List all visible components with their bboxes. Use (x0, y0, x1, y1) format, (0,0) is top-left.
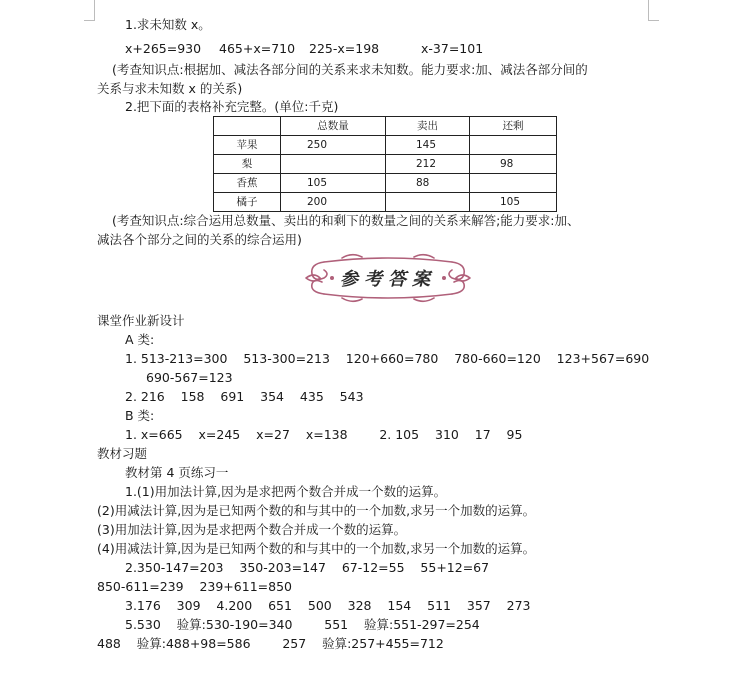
table-cell: 145 (386, 136, 470, 155)
textbook-answer-7: 3.176 309 4.200 651 500 328 154 511 357 273 (125, 598, 531, 613)
textbook-answer-1: 1.(1)用加法计算,因为是求把两个数合并成一个数的运算。 (125, 484, 447, 499)
table-header-corner (214, 117, 281, 136)
table-cell: 212 (386, 155, 470, 174)
table-header-row (214, 117, 557, 136)
textbook-answer-9: 488 验算:488+98=586 257 验算:257+455=712 (97, 636, 444, 651)
answer-a1-continued: 690-567=123 (146, 370, 233, 385)
table-cell: 250 (281, 136, 386, 155)
table-cell: 105 (281, 174, 386, 193)
answer-a2: 2. 216 158 691 354 435 543 (125, 389, 364, 404)
textbook-answer-5: 2.350-147=203 350-203=147 67-12=55 55+12=67 (125, 560, 490, 575)
q1-eq-1: x+265=930 (125, 41, 202, 56)
q1-note-line2: 关系与求未知数 x 的关系) (97, 81, 243, 96)
crop-mark-top-left (84, 0, 95, 21)
table-cell: 88 (386, 174, 470, 193)
table-cell (470, 174, 557, 193)
table-row-label: 香蕉 (214, 174, 281, 193)
crop-mark-top-right (648, 0, 659, 21)
table-cell (281, 155, 386, 174)
textbook-page-title: 教材第 4 页练习一 (125, 465, 229, 480)
q1-title: 1.求未知数 x。 (125, 17, 211, 32)
table-cell: 200 (281, 193, 386, 212)
table-header-total: 总数量 (281, 117, 386, 136)
type-b-label: B 类: (125, 408, 155, 423)
q1-eq-4: x-37=101 (421, 41, 484, 56)
table-cell: 98 (470, 155, 557, 174)
q1-eq-3: 225-x=198 (309, 41, 380, 56)
answer-key-title: 参考答案 (340, 269, 436, 290)
q2-title: 2.把下面的表格补充完整。(单位:千克) (125, 99, 339, 114)
textbook-answer-4: (4)用减法计算,因为是已知两个数的和与其中的一个加数,求另一个加数的运算。 (97, 541, 536, 556)
table-header-remaining: 还剩 (470, 117, 557, 136)
textbook-answer-2: (2)用减法计算,因为是已知两个数的和与其中的一个加数,求另一个加数的运算。 (97, 503, 536, 518)
table-row (214, 174, 557, 193)
table-row-label: 橘子 (214, 193, 281, 212)
table-row (214, 136, 557, 155)
table-cell (386, 193, 470, 212)
textbook-answer-6: 850-611=239 239+611=850 (97, 579, 292, 594)
answer-key-banner (302, 252, 474, 304)
q2-note-line1: (考查知识点:综合运用总数量、卖出的和剩下的数量之间的关系来解答;能力要求:加、 (112, 213, 580, 228)
table-header-sold: 卖出 (386, 117, 470, 136)
answer-b1: 1. x=665 x=245 x=27 x=138 2. 105 310 17 95 (125, 427, 523, 442)
table-cell: 105 (470, 193, 557, 212)
q1-eq-2: 465+x=710 (219, 41, 296, 56)
q2-note-line2: 减法各个部分之间的关系的综合运用) (97, 232, 302, 247)
textbook-answer-3: (3)用加法计算,因为是求把两个数合并成一个数的运算。 (97, 522, 407, 537)
type-a-label: A 类: (125, 332, 155, 347)
weight-table (213, 116, 557, 212)
table-cell (470, 136, 557, 155)
answer-a1: 1. 513-213=300 513-300=213 120+660=780 780-660=120 123+567=690 (125, 351, 650, 366)
table-row (214, 155, 557, 174)
section-classwork-title: 课堂作业新设计 (97, 313, 185, 328)
table-row-label: 苹果 (214, 136, 281, 155)
section-textbook-title: 教材习题 (97, 446, 148, 461)
table-row (214, 193, 557, 212)
table-row-label: 梨 (214, 155, 281, 174)
q1-note-line1: (考查知识点:根据加、减法各部分间的关系来求未知数。能力要求:加、减法各部分间的 (112, 62, 588, 77)
textbook-answer-8: 5.530 验算:530-190=340 551 验算:551-297=254 (125, 617, 480, 632)
